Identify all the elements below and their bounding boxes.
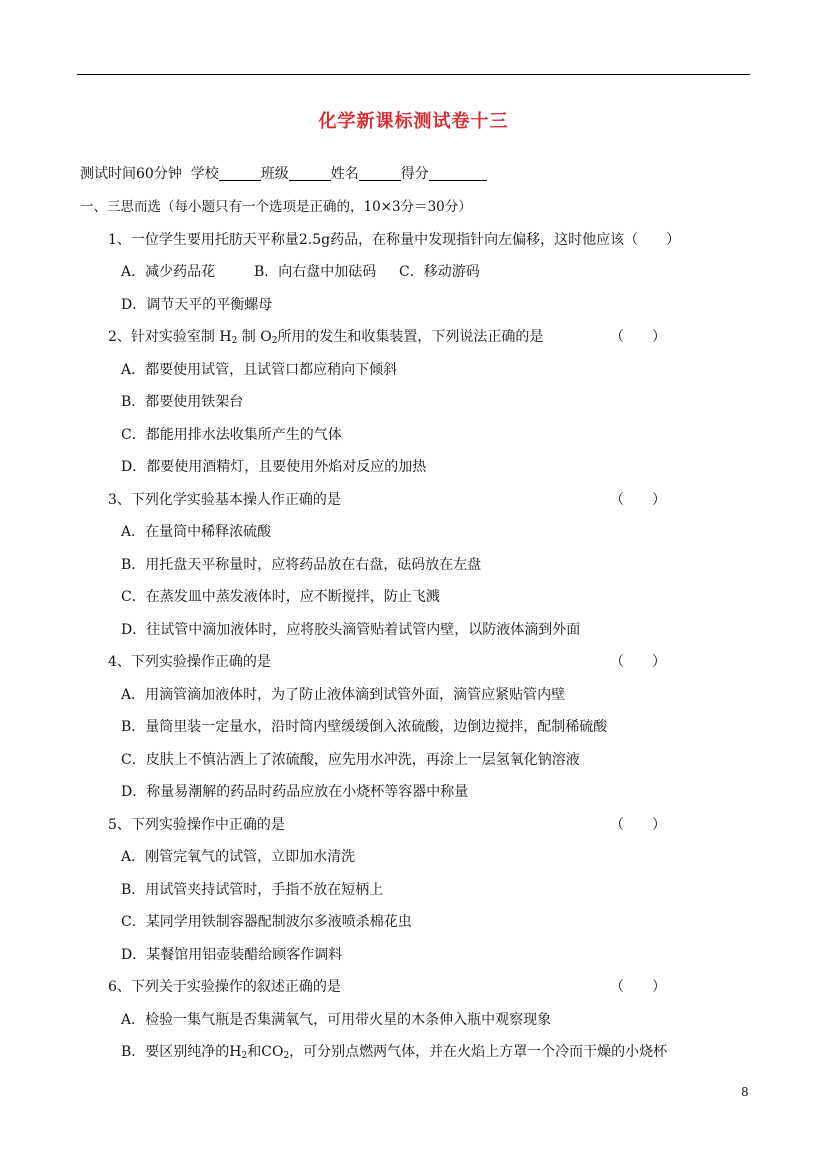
option-b: B．用试管夹持试管时，手指不放在短柄上 [121, 882, 384, 898]
option-c: C．某同学用铁制容器配制波尔多液喷杀棉花虫 [121, 914, 412, 930]
subscript: 2 [271, 336, 278, 346]
page-number: 8 [741, 1085, 749, 1099]
option-c: C．在蒸发皿中蒸发液体时，应不断搅拌，防止飞溅 [121, 589, 440, 605]
answer-parentheses[interactable]: （ ） [610, 492, 666, 508]
name-label: 姓名 [330, 166, 359, 182]
question-4: 4、下列实验操作正确的是 [108, 654, 271, 670]
option-a: A．检验一集气瓶是否集满氧气，可用带火星的木条伸入瓶中观察现象 [121, 1012, 552, 1028]
option-a: A．都要使用试管，且试管口都应稍向下倾斜 [121, 362, 398, 378]
subscript: 2 [231, 336, 238, 346]
answer-parentheses[interactable]: （ ） [610, 654, 666, 670]
question-5: 5、下列实验操作中正确的是 [108, 817, 285, 833]
option-a: A．减少药品花 [121, 264, 216, 280]
question-3: 3、下列化学实验基本操人作正确的是 [108, 492, 341, 508]
option-a: A．在量筒中稀释浓硫酸 [121, 524, 272, 540]
answer-parentheses[interactable]: （ ） [610, 817, 666, 833]
option-d: D．某餐馆用铝壶装醋给顾客作调料 [121, 947, 343, 963]
score-blank[interactable] [429, 166, 487, 181]
answer-parentheses[interactable]: （ ） [610, 329, 666, 345]
question-6: 6、下列关于实验操作的叙述正确的是 [108, 979, 341, 995]
name-blank[interactable] [359, 166, 401, 181]
option-a: A．刚管完氧气的试管，立即加水清洗 [121, 849, 356, 865]
exam-info-row [80, 164, 487, 184]
option-c: C．移动游码 [399, 264, 480, 280]
q2-stem-part: 制 O [237, 329, 272, 345]
page-title: 化学新课标测试卷十三 [318, 111, 509, 132]
option-b: B．用托盘天平称量时，应将药品放在右盘，砝码放在左盘 [121, 557, 482, 573]
question-1: 1、一位学生要用托肪天平称量2.5g药品，在称量中发现指针向左偏移，这时他应该（ ） [108, 232, 681, 248]
option-b [121, 1042, 667, 1066]
option-b-part: B．要区别纯净的H [121, 1044, 242, 1060]
answer-parentheses[interactable]: （ ） [610, 979, 666, 995]
question-2 [108, 327, 543, 351]
q2-stem-part: 2、针对实验室制 H [108, 329, 232, 345]
score-label: 得分 [400, 166, 429, 182]
header-rule [77, 74, 750, 75]
subscript: 2 [241, 1051, 248, 1061]
option-d: D．都要使用酒精灯，且要使用外焰对反应的加热 [121, 459, 427, 475]
class-blank[interactable] [289, 166, 331, 181]
option-a: A．用滴管滴加液体时，为了防止液体滴到试管外面，滴管应紧贴管内壁 [121, 687, 566, 703]
q2-stem-part: 所用的发生和收集装置，下列说法正确的是 [277, 329, 544, 345]
subscript: 2 [283, 1051, 290, 1061]
school-blank[interactable] [219, 166, 261, 181]
exam-time: 测试时间60分钟 [80, 166, 182, 182]
question-1-options-abc [121, 262, 480, 282]
option-c: C．都能用排水法收集所产生的气体 [121, 427, 342, 443]
class-label: 班级 [260, 166, 289, 182]
school-label: 学校 [190, 166, 219, 182]
option-b: B．都要使用铁架台 [121, 394, 244, 410]
option-d: D．往试管中滴加液体时，应将胶头滴管贴着试管内壁，以防液体滴到外面 [121, 622, 581, 638]
option-d: D．调节天平的平衡螺母 [121, 297, 273, 313]
section-heading: 一、三思而选（每小题只有一个选项是正确的，10×3分＝30分） [80, 199, 472, 215]
option-b: B．量筒里装一定量水，沿时筒内壁缓缓倒入浓硫酸，边倒边搅拌，配制稀硫酸 [121, 719, 608, 735]
option-b-part: 和CO [247, 1044, 284, 1060]
option-d: D．称量易潮解的药品时药品应放在小烧杯等容器中称量 [121, 784, 469, 800]
option-b-part: ，可分别点燃两气体，并在火焰上方罩一个冷而干燥的小烧杯 [289, 1044, 668, 1060]
option-c: C．皮肤上不慎沾洒上了浓硫酸，应先用水冲洗，再涂上一层氢氧化钠溶液 [121, 752, 580, 768]
option-b: B．向右盘中加砝码 [254, 264, 377, 280]
